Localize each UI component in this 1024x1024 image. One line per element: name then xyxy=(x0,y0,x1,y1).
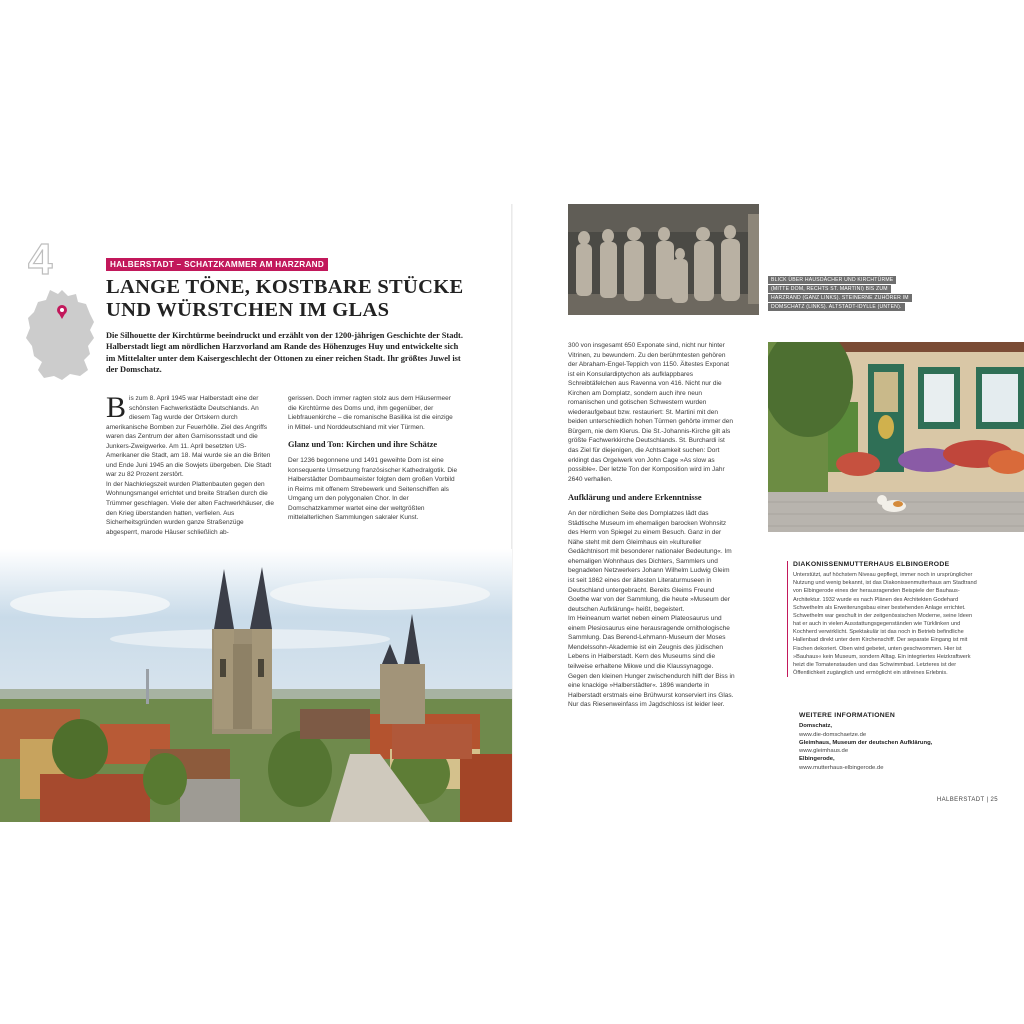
paragraph: An der nördlichen Seite des Domplatzes lädt das Städtische Museum im ehemaligen barocken Wohnsitz des Herrn von Spiegel zu einem Besuch. Ganz in der Nähe steht mit dem Gleimhaus ein »kultureller Gedächtnisort mit besonderer nationaler Bedeutung«. Im ehemaligen Wohnhaus des Dichters, Sammlers und begnadeten Netzwerkers Johann Wilhelm Ludwig Gleim ist seit 1862 eines der ältesten Literaturmuseen in Deutschland untergebracht. Bereits Gleims Freund Goethe war von der Sammlung, die heute »Museum der deutschen Aufklärung« heißt, begeistert. xyxy=(568,510,732,613)
info-box-text: Unterstützt, auf höchstem Niveau gepflegt, immer noch in ursprünglicher Nutzung und wenig bekannt, ist das Diakonissenmutterhaus am Stadtrand von Elbingerode eines der herausragenden Beispiele der Bauhaus-Architektur. 1932 wurde es nach Plänen des Architekten Godehard Schwethelm als Erweiterungsbau einer bestehenden Anlage errichtet. Schwethelm war geschult in der zeitgenössischen Moderne, seine Ideen hat er auch in vielen Ausstattungsgegenständen wie Türklinken und Kochherd verwirklicht. Spektakulär ist das noch in Betrieb befindliche Hallenbad direkt unter dem Kirchenschiff. Der separate Eingang ist mit Fischen dekoriert. Oben wird gebetet, unten geschwommen. Hier ist »Bauhaus« kein Museum, sondern Alltag. Ein integriertes Heizkraftwerk heizt die Tomatenstauden und das Schwimmbad. Letzteres ist der Öffentlichkeit zugänglich und ermöglicht ein stilreines Erlebnis. xyxy=(793,572,977,677)
paragraph-text: is zum 8. April 1945 war Halberstadt eine der schönsten Fachwerkstädte Deutschlands. An diesem Tag wurde der Ortskern durch amerikanische Bomben zur Feuerhölle. Ziel des Angriffs waren das Zentrum der alten Garnisonsstadt und die Junkers-Zweigwerke. Am 11. April besetzten US-Amerikaner die Stadt, am 18. Mai wurde sie an die Briten und Ende Juni 1945 an die Sowjets übergeben. Die Stadt war zu 82 Prozent zerstört. xyxy=(106,395,272,479)
halberstadt-skyline-photo xyxy=(0,549,512,822)
more-info-link[interactable]: www.gleimhaus.de xyxy=(799,748,849,755)
old-town-house-photo xyxy=(768,342,1024,532)
caption-line: BLICK ÜBER HAUSDÄCHER UND KIRCHTÜRME xyxy=(768,276,896,284)
headline-line-2: UND WÜRSTCHEN IM GLAS xyxy=(106,299,390,321)
more-info-line: Gleimhaus, Museum der deutschen Aufklärung, xyxy=(799,739,933,746)
section-kicker: HALBERSTADT – SCHATZKAMMER AM HARZRAND xyxy=(106,258,328,271)
magazine-spread xyxy=(0,204,1024,822)
germany-map-icon xyxy=(24,288,96,382)
paragraph: Gegen den kleinen Hunger zwischendurch hilft der Biss in eine knackige »Halberstädter«. 1896 wanderte in Halberstadt erstmals eine Brühwurst konserviert ins Glas. Nur das Riesenweinfass im Jagdschloss ist leider leer. xyxy=(568,672,735,709)
article-headline xyxy=(106,276,486,322)
paragraph: Der 1236 begonnene und 1491 geweihte Dom ist eine konsequente Umsetzung französischer Kathedralgotik. Die Halberstädter Dombaumeister folgten dem großen Vorbild in Reims mit offenem Strebewerk und Seitenschiffen als Umgang um den polygonalen Chor. In der Domschatzkammer wartet eine der weltgrößten mittelalterlichen Sammlungen sakraler Kunst. xyxy=(288,457,458,522)
caption-line: HARZRAND (GANZ LINKS). STEINERNE ZUHÖRER IM xyxy=(768,294,912,302)
info-box-diakonissenmutterhaus xyxy=(787,561,977,677)
more-info-link[interactable]: www.die-domschaetze.de xyxy=(799,731,867,738)
more-info-line: Elbingerode, xyxy=(799,756,835,763)
headline-line-1: LANGE TÖNE, KOSTBARE STÜCKE xyxy=(106,276,464,298)
info-box-title: DIAKONISSENMUTTERHAUS ELBINGERODE xyxy=(793,561,950,568)
left-column-1 xyxy=(106,391,275,537)
subheading: Aufklärung und andere Erkenntnisse xyxy=(568,493,702,503)
page-folio: HALBERSTADT | 25 xyxy=(936,797,998,803)
drop-cap: B xyxy=(106,391,127,424)
paragraph xyxy=(106,391,274,480)
caption-line: DOMSCHATZ (LINKS). ALTSTADT-IDYLLE (UNTEN). xyxy=(768,303,905,311)
subheading: Glanz und Ton: Kirchen und ihre Schätze xyxy=(288,440,438,450)
paragraph: gerissen. Doch immer ragten stolz aus dem Häusermeer die Kirchtürme des Doms und, ihm gegenüber, der Liebfrauenkirche – die romanische Basilika ist die einzige in Mittel- und Norddeutschland mit vier Türmen. xyxy=(288,395,453,431)
right-column-1 xyxy=(568,341,736,710)
caption-line: (MITTE DOM, RECHTS ST. MARTINI) BIS ZUM xyxy=(768,285,891,293)
stone-figures-photo xyxy=(568,204,759,315)
paragraph: 300 von insgesamt 650 Exponate sind, nicht nur hinter Vitrinen, zu bewundern. Zu den berühmtesten gehören der Abraham-Engel-Teppich von 1150. Ältestes Exponat ist ein Konsulardiptychon als aufklappbares Schreibtäfelchen aus Ravenna von 416. Nicht nur die Kirchen am Domplatz, sondern auch ihre neun romanischen und gotischen Schwestern wurden wiederaufgebaut bzw. restauriert: St. Martini mit den beiden unterschiedlich hohen Türmen gehörte immer den Bürgern, nie dem Klerus. Die St.-Johannis-Kirche gilt als größte Fachwerkkirche Deutschlands. St. Burchardi ist das Ziel für diejenigen, die Achtsamkeit suchen: Dort erklingt das Orgelwerk von John Cage »As slow as possible«. Der letzte Ton der Komposition wird im Jahr 2640 verhallen. xyxy=(568,342,734,483)
more-info-title: WEITERE INFORMATIONEN xyxy=(799,712,896,719)
more-info-line: Domschatz, xyxy=(799,723,833,730)
left-column-2 xyxy=(288,394,458,523)
photo-captions xyxy=(768,276,938,312)
chapter-number: 4 xyxy=(28,235,53,284)
article-lead: Die Silhouette der Kirchtürme beeindruckt und erzählt von der 1200-jährigen Geschichte der Stadt. Halberstadt liegt am nördlichen Harzvorland am Rande des Höhenzuges Huy und entwickelte sich im Mittelalter unter dem Kaisergeschlecht der Ottonen zu einer reichen Stadt. Ihr größtes Juwel ist der Domschatz. xyxy=(106,331,463,375)
paragraph: Im Heineanum wartet neben einem Plateosaurus und einem Plesiosaurus eine herausragende ornithologische Sammlung. Das Berend-Lehmann-Museum der Moses Mendelssohn-Akademie ist ein Zeugnis des jüdischen Lebens in Halberstadt. Kern des Museums sind die teilweise erhaltene Mikwe und die Klaussynagoge. xyxy=(568,615,730,670)
more-info-box xyxy=(799,712,979,772)
paragraph: In der Nachkriegszeit wurden Plattenbauten gegen den Wohnungsmangel errichtet und breite Straßen durch die Trümmer geschlagen. Viele der alten Fachwerkhäuser, die den Krieg überstanden hatten, verfielen. Aus Sicherheitsgründen wurden ganze Straßenzüge abgesperrt, marode Häuser schließlich ab- xyxy=(106,480,275,536)
more-info-link[interactable]: www.mutterhaus-elbingerode.de xyxy=(799,764,884,771)
